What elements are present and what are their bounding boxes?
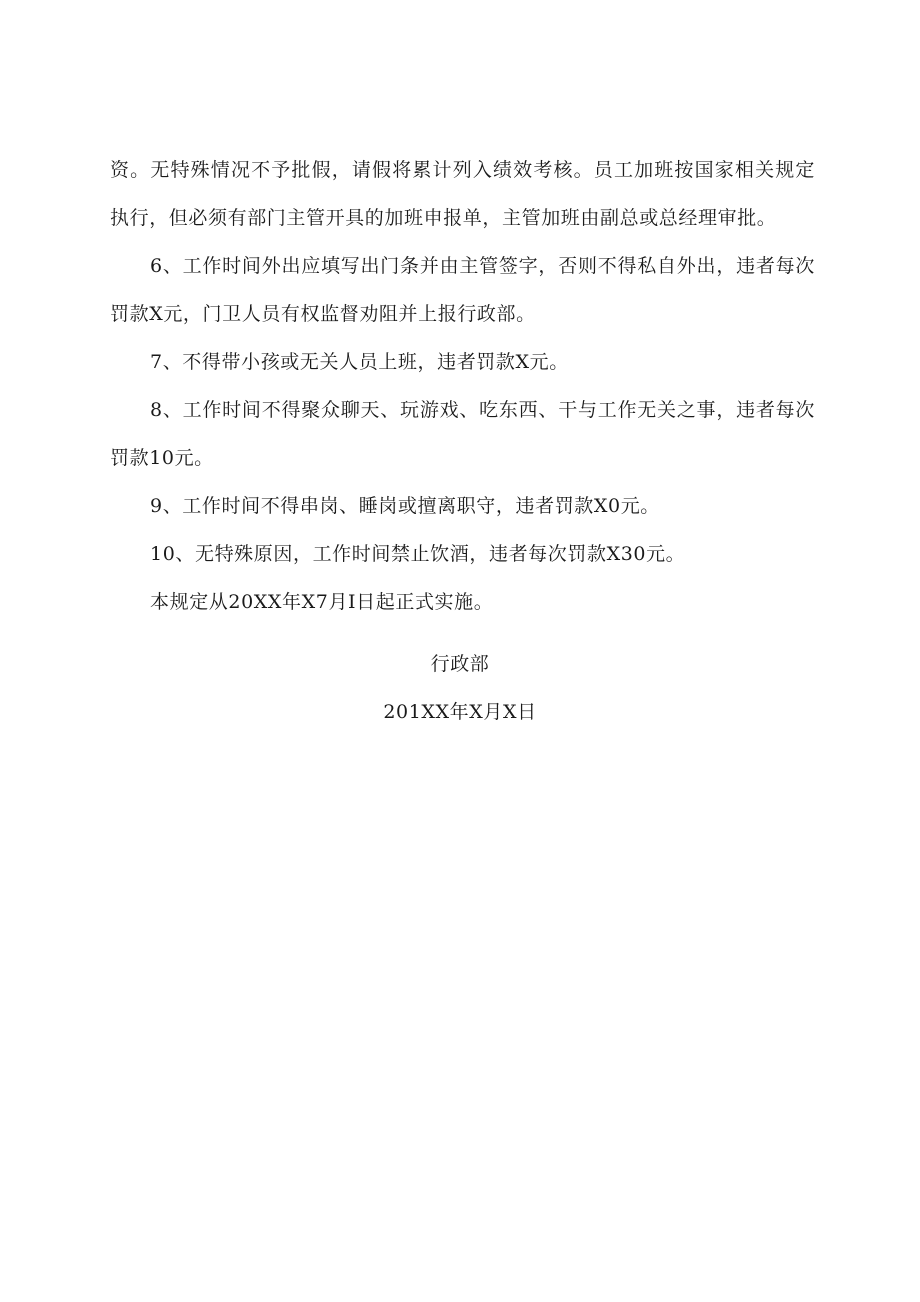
signature-date: 201XX年X月X日 xyxy=(383,701,537,723)
rule-item-8: 8、工作时间不得聚众聊天、玩游戏、吃东西、干与工作无关之事，违者每次罚款10元。 xyxy=(110,399,815,469)
rule-item-7: 7、不得带小孩或无关人员上班，违者罚款X元。 xyxy=(150,351,569,373)
paragraph-continuation: 资。无特殊情况不予批假，请假将累计列入绩效考核。员工加班按国家相关规定执行，但必须有部门主管开具的加班申报单，主管加班由副总或总经理审批。 xyxy=(110,159,815,229)
document-body xyxy=(110,146,815,626)
signature-department: 行政部 xyxy=(430,653,490,675)
signature-block xyxy=(0,640,920,736)
rule-item-9: 9、工作时间不得串岗、睡岗或擅离职守，违者罚款X0元。 xyxy=(150,495,660,517)
rule-item-10: 10、无特殊原因，工作时间禁止饮酒，违者每次罚款X30元。 xyxy=(150,543,686,565)
rule-item-6: 6、工作时间外出应填写出门条并由主管签字，否则不得私自外出，违者每次罚款X元，门卫人员有权监督劝阻并上报行政部。 xyxy=(110,255,815,325)
effective-date-statement: 本规定从20XX年X7月I日起正式实施。 xyxy=(150,591,494,613)
